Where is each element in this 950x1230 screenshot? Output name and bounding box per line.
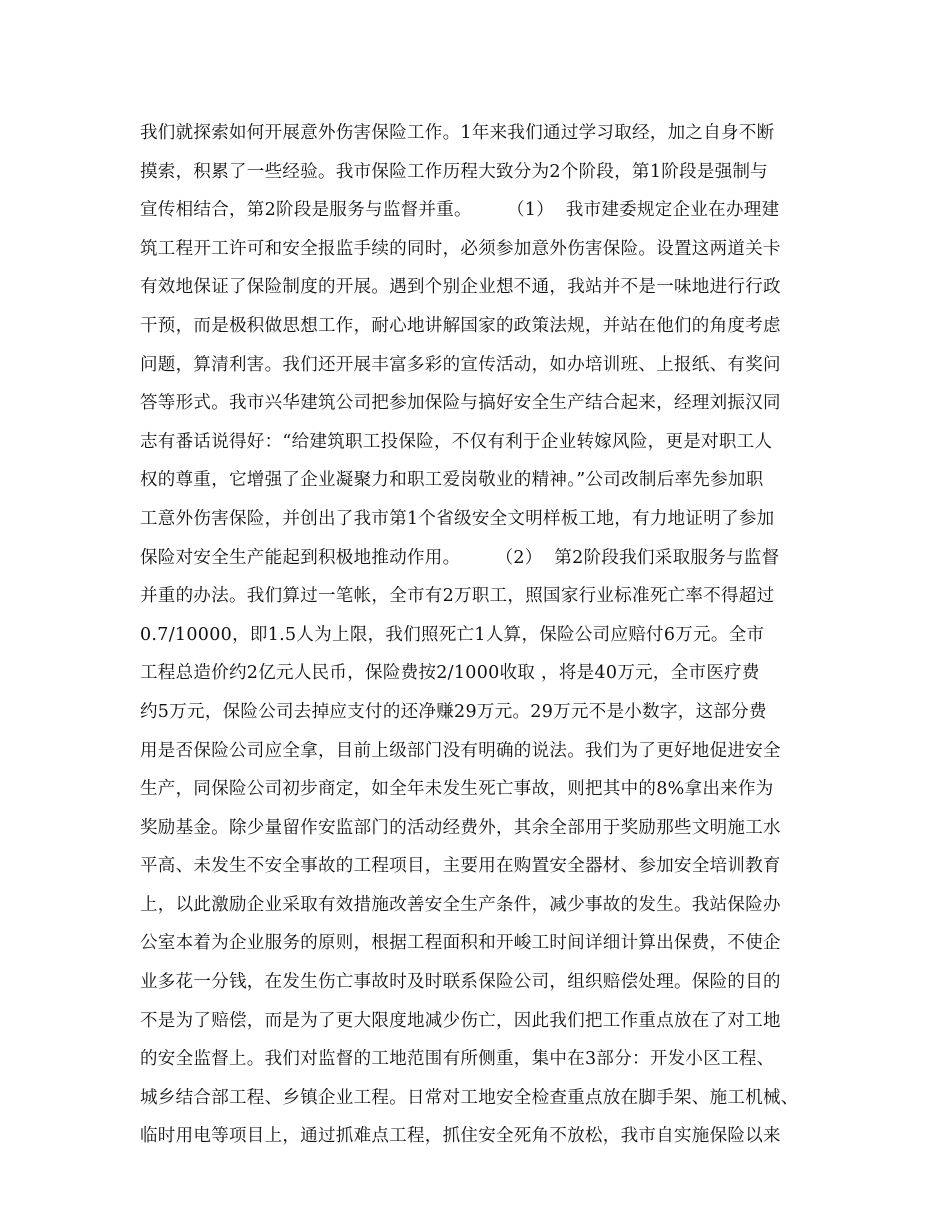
text-line: 答等形式。我市兴华建筑公司把参加保险与搞好安全生产结合起来，经理刘振汉同 [140, 393, 781, 414]
text-line: 并重的办法。我们算过一笔帐，全市有2万职工，照国家行业标准死亡率不得超过 [140, 586, 775, 607]
text-line: 权的尊重，它增强了企业凝聚力和职工爱岗敬业的精神。”公司改制后率先参加职 [140, 470, 764, 491]
text-line: 宣传相结合，第2阶段是服务与监督并重。 （1） 我市建委规定企业在办理建 [140, 200, 780, 221]
text-line: 工意外伤害保险，并创出了我市第1个省级安全文明样板工地，有力地证明了参加 [140, 508, 775, 529]
text-line: 约5万元，保险公司去掉应支付的还净赚29万元。29万元不是小数字，这部分费 [140, 701, 767, 722]
text-line: 工程总造价约2亿元人民币，保险费按2/1000收取 ，将是40万元，全市医疗费 [140, 663, 760, 684]
text-line: 保险对安全生产能起到积极地推动作用。 （2） 第2阶段我们采取服务与监督 [140, 547, 780, 568]
text-line: 业多花一分钱，在发生伤亡事故时及时联系保险公司，组织赔偿处理。保险的目的 [140, 972, 781, 993]
text-line: 0.7/10000，即1.5人为上限，我们照死亡1人算，保险公司应赔付6万元。全市 [140, 624, 765, 645]
text-line: 临时用电等项目上，通过抓难点工程，抓住安全死角不放松，我市自实施保险以来 [140, 1126, 781, 1147]
text-line: 有效地保证了保险制度的开展。遇到个别企业想不通，我站并不是一味地进行行政 [140, 277, 781, 298]
text-line: 平高、未发生不安全事故的工程项目，主要用在购置安全器材、参加安全培训教育 [140, 856, 781, 877]
text-line: 摸索，积累了一些经验。我市保险工作历程大致分为2个阶段，第1阶段是强制与 [140, 161, 769, 182]
text-line: 问题，算清利害。我们还开展丰富多彩的宣传活动，如办培训班、上报纸、有奖问 [140, 354, 781, 375]
text-line: 上，以此激励企业采取有效措施改善安全生产条件，减少事故的发生。我站保险办 [140, 894, 781, 915]
text-line: 干预，而是极积做思想工作，耐心地讲解国家的政策法规，并站在他们的角度考虑 [140, 315, 781, 336]
text-line: 奖励基金。除少量留作安监部门的活动经费外，其余全部用于奖励那些文明施工水 [140, 817, 781, 838]
text-line: 公室本着为企业服务的原则，根据工程面积和开峻工时间详细计算出保费，不使企 [140, 933, 781, 954]
text-line: 的安全监督上。我们对监督的工地范围有所侧重，集中在3部分：开发小区工程、 [140, 1049, 775, 1070]
text-line: 筑工程开工许可和安全报监手续的同时，必须参加意外伤害保险。设置这两道关卡 [140, 238, 781, 259]
text-line: 城乡结合部工程、乡镇企业工程。日常对工地安全检查重点放在脚手架、施工机械、 [140, 1087, 799, 1108]
text-line: 生产，同保险公司初步商定，如全年未发生死亡事故，则把其中的8%拿出来作为 [140, 779, 774, 800]
text-line: 不是为了赔偿，而是为了更大限度地减少伤亡，因此我们把工作重点放在了对工地 [140, 1010, 781, 1031]
text-line: 我们就探索如何开展意外伤害保险工作。1年来我们通过学习取经，加之自身不断 [140, 123, 775, 143]
text-line: 用是否保险公司应全拿，目前上级部门没有明确的说法。我们为了更好地促进安全 [140, 740, 781, 761]
body-text [140, 114, 830, 1156]
text-line: 志有番话说得好：“给建筑职工投保险，不仅有利于企业转嫁风险，更是对职工人 [140, 431, 773, 452]
